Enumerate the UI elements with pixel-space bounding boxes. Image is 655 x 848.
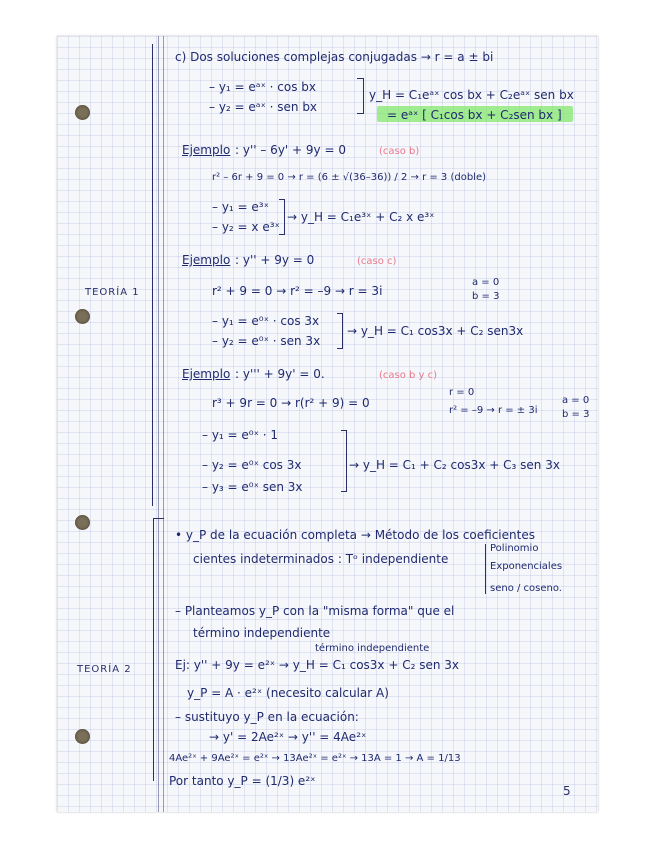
ejemplo2-ab: a = 0 b = 3 [472,277,500,302]
section2-bullet: • y_P de la ecuación completa → Método de los coeficientes [175,528,535,542]
theory-label-1: TEORÍA 1 [85,287,140,298]
section2-yp: y_P = A · e²ˣ (necesito calcular A) [187,686,389,700]
section1-yh-a: y_H = C₁eᵃˣ cos bx + C₂eᵃˣ sen bx [369,88,574,102]
section2-subst: – sustituyo y_P en la ecuación: [175,710,359,724]
ejemplo1-case: (caso b) [379,146,420,157]
section1-yh-b: = eᵃˣ [ C₁cos bx + C₂sen bx ] [387,108,562,122]
section1-heading: c) Dos soluciones complejas conjugadas → r = a ± bi [175,50,494,64]
section2-solve: 4Ae²ˣ + 9Ae²ˣ = e²ˣ → 13Ae²ˣ = e²ˣ → 13A = 1 → A = 1/13 [169,753,461,764]
section2-line2: cientes indeterminados : Tᵒ independiente [193,552,449,566]
ejemplo1-equation: : y'' – 6y' + 9y = 0 [235,143,346,157]
ejemplo3-y2: – y₂ = e⁰ˣ cos 3x [202,458,302,472]
ejemplo3-ab: a = 0 b = 3 [562,395,590,420]
ejemplo1-char-eq: r² – 6r + 9 = 0 → r = (6 ± √(36–36)) / 2 → r = 3 (doble) [212,172,487,183]
bracket [485,544,486,594]
binder-hole [75,309,90,324]
bracket [279,199,285,235]
ejemplo2-y1: – y₁ = e⁰ˣ · cos 3x [212,314,320,328]
ejemplo1-y1: – y₁ = e³ˣ [212,200,269,214]
binder-hole [75,105,90,120]
ejemplo2-y2: – y₂ = e⁰ˣ · sen 3x [212,334,321,348]
ejemplo1-y2: – y₂ = x e³ˣ [212,220,280,234]
section2-option-2: Exponenciales [490,561,563,572]
ejemplo3-char-eq: r³ + 9r = 0 → r(r² + 9) = 0 [212,396,370,410]
section2-derivs: → y' = 2Ae²ˣ → y'' = 4Ae²ˣ [209,730,367,744]
ejemplo3-root2: r² = –9 → r = ± 3i [449,405,538,416]
binder-hole [75,515,90,530]
ejemplo2-case: (caso c) [357,256,397,267]
theory2-bracket [153,518,164,781]
theory-label-2: TEORÍA 2 [77,664,132,675]
section2-plan2: término independiente [193,626,331,640]
bracket [337,313,343,349]
binder-hole [75,729,90,744]
ejemplo3-yh: → y_H = C₁ + C₂ cos3x + C₃ sen 3x [349,458,560,472]
notebook-page [57,36,598,812]
section2-plan1: – Planteamos y_P con la "misma forma" que el [175,604,455,618]
theory1-bracket [152,44,153,506]
bracket [341,430,347,492]
ejemplo1-yh: → y_H = C₁e³ˣ + C₂ x e³ˣ [287,210,435,224]
bracket [357,78,364,114]
ejemplo3-root1: r = 0 [449,387,475,398]
ejemplo3-label: Ejemplo [182,367,231,381]
ejemplo3-equation: : y''' + 9y' = 0. [235,367,325,381]
section2-option-1: Polinomio [490,543,539,554]
ejemplo1-label: Ejemplo [182,143,231,157]
ejemplo3-y1: – y₁ = e⁰ˣ · 1 [202,428,279,442]
section2-annot: término independiente [315,643,430,654]
ejemplo2-char-eq: r² + 9 = 0 → r² = –9 → r = 3i [212,284,383,298]
page-number: 5 [563,784,571,798]
section2-ej: Ej: y'' + 9y = e²ˣ → y_H = C₁ cos3x + C₂ sen 3x [175,658,459,672]
ejemplo3-y3: – y₃ = e⁰ˣ sen 3x [202,480,303,494]
ejemplo2-label: Ejemplo [182,253,231,267]
section1-y1: – y₁ = eᵃˣ · cos bx [209,80,316,94]
section2-final: Por tanto y_P = (1/3) e²ˣ [169,774,316,788]
section1-y2: – y₂ = eᵃˣ · sen bx [209,100,318,114]
ejemplo2-equation: : y'' + 9y = 0 [235,253,315,267]
ejemplo2-yh: → y_H = C₁ cos3x + C₂ sen3x [347,324,524,338]
ejemplo3-case: (caso b y c) [379,370,438,381]
section2-option-3: seno / coseno. [490,583,562,594]
